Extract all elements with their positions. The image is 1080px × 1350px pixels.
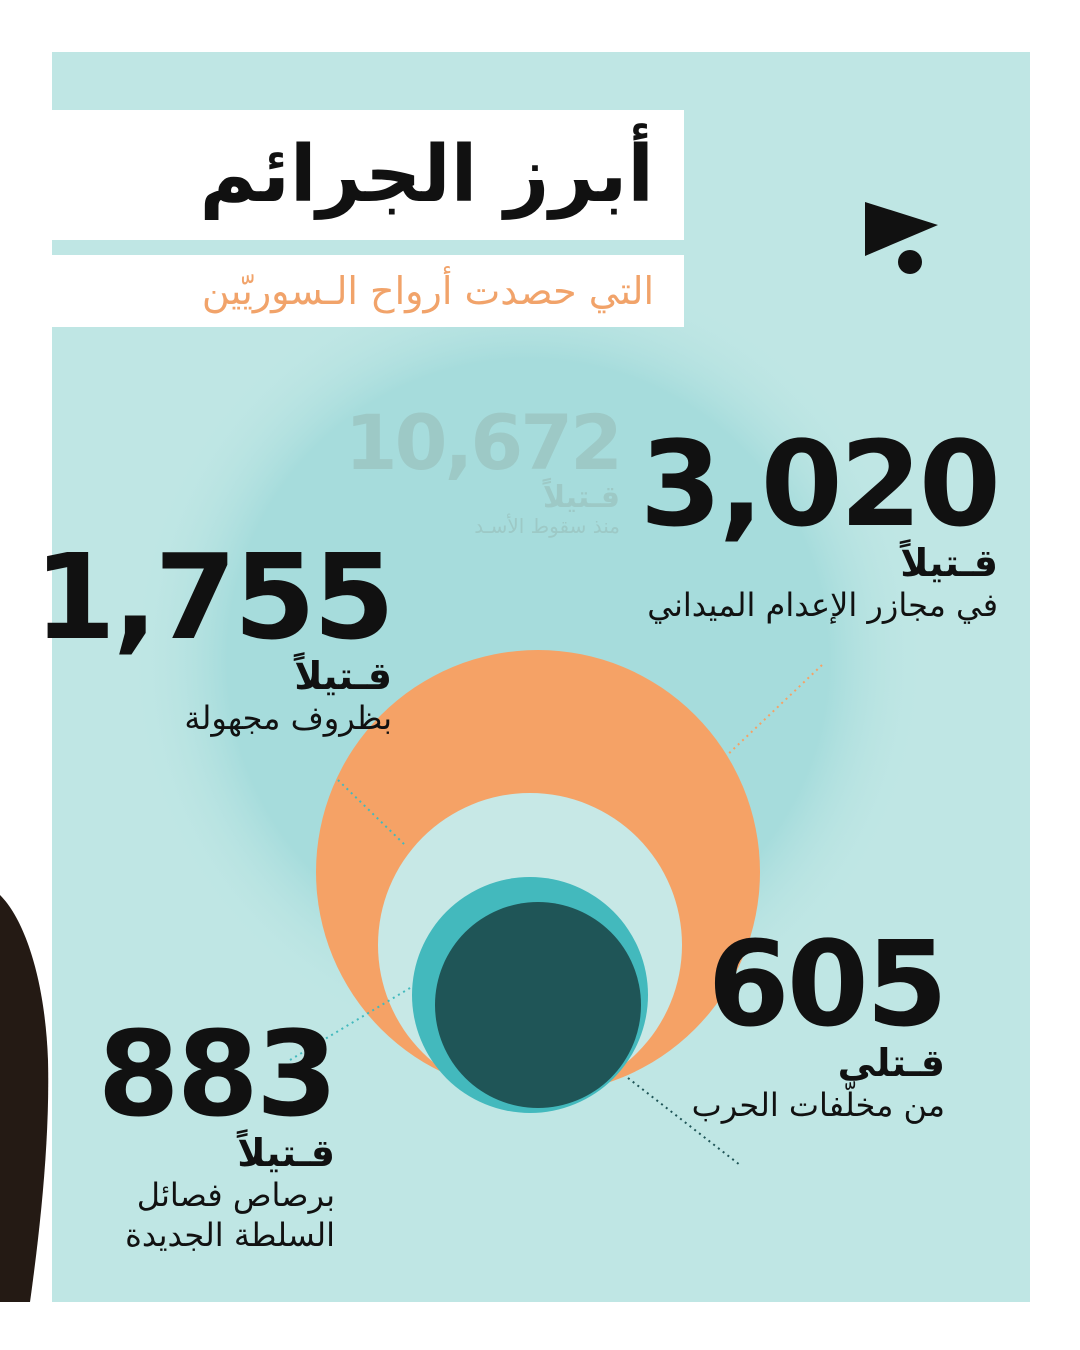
stat-remnants-value: 605 (707, 915, 945, 1053)
stat-faction-value: 883 (97, 1005, 335, 1143)
stat-field-executions (639, 415, 998, 625)
stat-faction-label-line-1: برصاص فصائل (136, 1175, 335, 1214)
stat-executions-value: 3,020 (639, 415, 998, 553)
stat-remnants-unit: قـتلى (837, 1041, 945, 1085)
stat-remnants-label: من مخلّفات الحرب (691, 1085, 945, 1124)
stat-total (344, 398, 620, 539)
stat-faction-bullets (97, 1005, 335, 1255)
page-title: أبرز الجرائم (199, 130, 654, 220)
stat-executions-label: في مجازر الإعدام الميداني (647, 585, 998, 624)
page-subtitle: التي حصدت أرواح الـسوريّين (201, 269, 654, 313)
person-silhouette (0, 895, 48, 1302)
stat-unknown-circumstances (33, 528, 392, 738)
stat-war-remnants (691, 915, 945, 1125)
stat-total-label: منذ سقوط الأسـد (474, 514, 620, 538)
stat-total-value: 10,672 (344, 398, 620, 487)
title-box (52, 110, 684, 240)
stat-faction-label-line-2: السلطة الجديدة (125, 1215, 335, 1254)
stat-faction-unit: قـتيلاً (237, 1131, 335, 1175)
triangle-dot-logo-icon (865, 202, 938, 274)
subtitle-box (52, 255, 684, 327)
stat-unknown-value: 1,755 (33, 528, 392, 666)
stat-total-unit: قـتيلاً (542, 480, 620, 515)
stat-unknown-label: بظروف مجهولة (184, 698, 392, 737)
stat-unknown-unit: قـتيلاً (294, 654, 392, 698)
stat-executions-unit: قـتيلاً (900, 541, 998, 585)
circle-war-remnants (435, 902, 641, 1108)
